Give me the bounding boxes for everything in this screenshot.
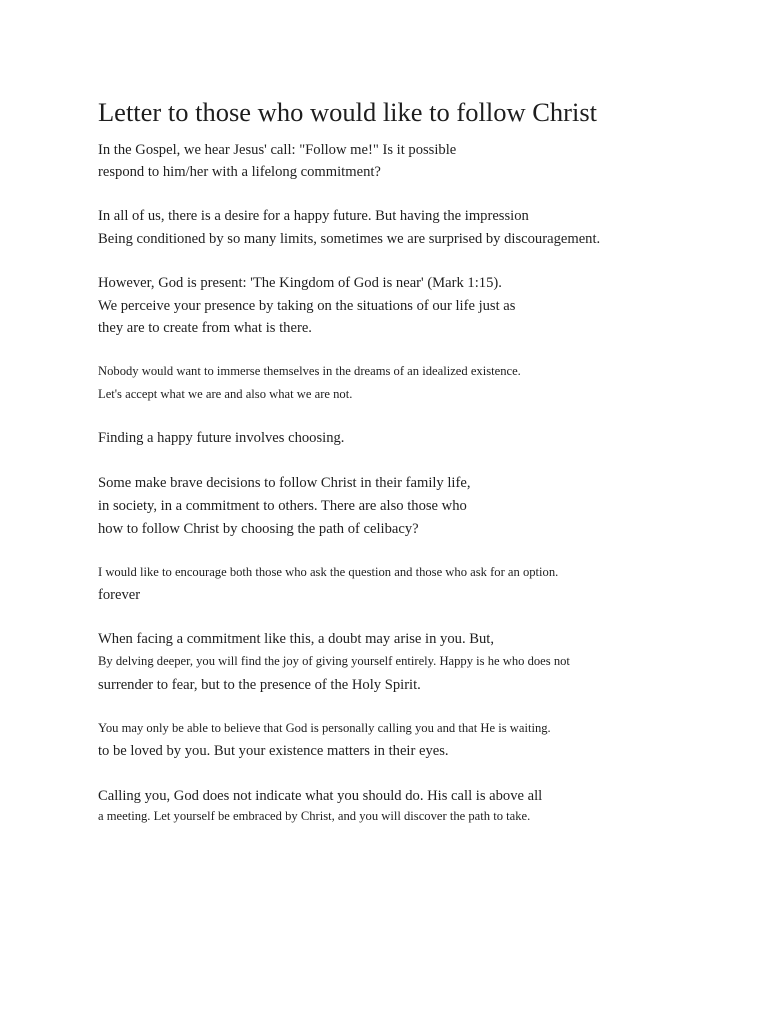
- text-line: a meeting. Let yourself be embraced by Christ, and you will discover the path to take.: [98, 809, 531, 823]
- text-line: forever: [98, 587, 141, 603]
- text-line: When facing a commitment like this, a doubt may arise in you. But,: [98, 631, 494, 647]
- text-line: I would like to encourage both those who ask the question and those who ask for an option.: [98, 565, 559, 579]
- text-line: Nobody would want to immerse themselves in the dreams of an idealized existence.: [98, 364, 521, 378]
- text-line: In the Gospel, we hear Jesus' call: "Follow me!" Is it possible: [98, 142, 457, 158]
- text-line: You may only be able to believe that God is personally calling you and that He is waiting.: [98, 721, 551, 735]
- text-line: they are to create from what is there.: [98, 320, 312, 336]
- text-line: In all of us, there is a desire for a happy future. But having the impression: [98, 208, 529, 224]
- text-line: Let's accept what we are and also what we are not.: [98, 387, 353, 401]
- text-line: respond to him/her with a lifelong commitment?: [98, 164, 381, 180]
- text-line: Calling you, God does not indicate what you should do. His call is above all: [98, 788, 543, 804]
- text-line: However, God is present: 'The Kingdom of God is near' (Mark 1:15).: [98, 275, 502, 291]
- text-line: Finding a happy future involves choosing.: [98, 430, 345, 446]
- text-line: in society, in a commitment to others. There are also those who: [98, 498, 467, 514]
- text-line: surrender to fear, but to the presence of the Holy Spirit.: [98, 677, 421, 693]
- text-line: By delving deeper, you will find the joy of giving yourself entirely. Happy is he who does not: [98, 654, 570, 668]
- text-line: Being conditioned by so many limits, sometimes we are surprised by discouragement.: [98, 231, 601, 247]
- text-line: to be loved by you. But your existence matters in their eyes.: [98, 743, 449, 759]
- document-title: Letter to those who would like to follow Christ: [98, 97, 598, 127]
- text-line: We perceive your presence by taking on the situations of our life just as: [98, 298, 516, 314]
- text-line: how to follow Christ by choosing the path of celibacy?: [98, 521, 419, 537]
- text-line: Some make brave decisions to follow Christ in their family life,: [98, 475, 471, 491]
